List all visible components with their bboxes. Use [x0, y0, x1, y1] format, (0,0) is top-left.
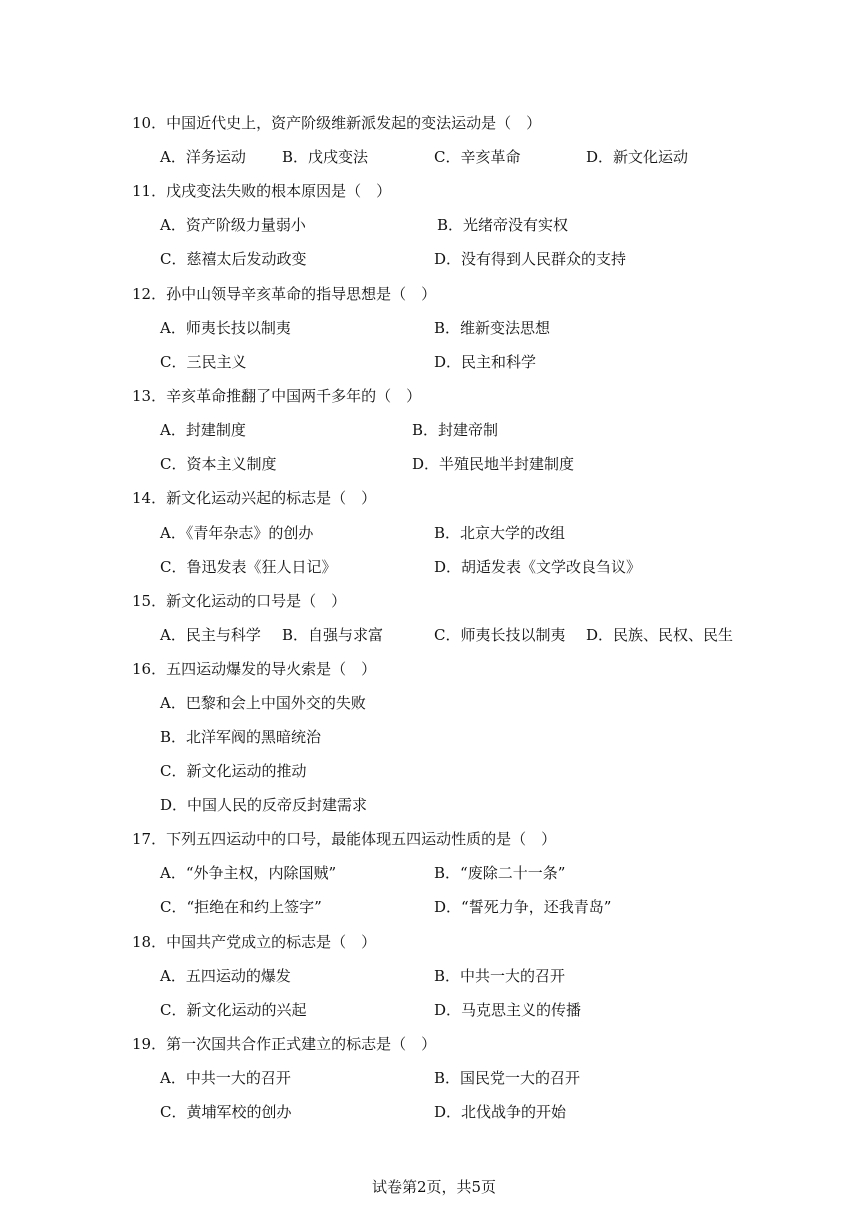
question-12-option-d: D．民主和科学 — [434, 353, 537, 371]
question-18-option-b: B．中共一大的召开 — [434, 967, 566, 985]
question-19-option-c: C．黄埔军校的创办 — [160, 1103, 292, 1121]
question-11-option-d: D．没有得到人民群众的支持 — [434, 250, 627, 268]
question-17-option-b: B．“废除二十一条” — [434, 864, 566, 882]
question-14-option-b: B．北京大学的改组 — [434, 524, 566, 542]
question-13-option-a: A．封建制度 — [160, 421, 246, 439]
question-11-option-b: B．光绪帝没有实权 — [437, 216, 569, 234]
question-12-option-b: B．维新变法思想 — [434, 319, 551, 337]
question-16-option-c: C．新文化运动的推动 — [160, 762, 307, 780]
question-17-stem: 17．下列五四运动中的口号，最能体现五四运动性质的是（ ） — [132, 830, 557, 848]
question-12-stem: 12．孙中山领导辛亥革命的指导思想是（ ） — [132, 285, 437, 303]
question-12-option-a: A．师夷长技以制夷 — [160, 319, 291, 337]
question-17-option-d: D．“誓死力争，还我青岛” — [434, 898, 612, 916]
question-19-stem: 19．第一次国共合作正式建立的标志是（ ） — [132, 1035, 437, 1053]
question-14-option-c: C．鲁迅发表《狂人日记》 — [160, 558, 337, 576]
question-15-option-d: D．民族、民权、民生 — [586, 626, 734, 644]
question-14-stem: 14．新文化运动兴起的标志是（ ） — [132, 489, 377, 507]
question-15-option-b: B．自强与求富 — [282, 626, 384, 644]
question-18-stem: 18．中国共产党成立的标志是（ ） — [132, 933, 377, 951]
question-13-option-b: B．封建帝制 — [412, 421, 499, 439]
question-12-option-c: C．三民主义 — [160, 353, 247, 371]
question-15-stem: 15．新文化运动的口号是（ ） — [132, 592, 347, 610]
question-18-option-a: A．五四运动的爆发 — [160, 967, 291, 985]
page-footer-label: 试卷第2页，共5页 — [371, 1178, 497, 1196]
question-13-stem: 13．辛亥革命推翻了中国两千多年的（ ） — [132, 387, 422, 405]
question-10-stem: 10．中国近代史上，资产阶级维新派发起的变法运动是（ ） — [132, 114, 542, 132]
question-16-option-b: B．北洋军阀的黑暗统治 — [160, 728, 322, 746]
question-11-option-a: A．资产阶级力量弱小 — [160, 216, 306, 234]
question-11-option-c: C．慈禧太后发动政变 — [160, 250, 307, 268]
question-16-stem: 16．五四运动爆发的导火索是（ ） — [132, 660, 377, 678]
question-14-option-d: D．胡适发表《文学改良刍议》 — [434, 558, 642, 576]
question-15-option-a: A．民主与科学 — [160, 626, 261, 644]
question-17-option-c: C．“拒绝在和约上签字” — [160, 898, 322, 916]
question-11-stem: 11．戊戌变法失败的根本原因是（ ） — [132, 182, 392, 200]
question-17-option-a: A．“外争主权，内除国贼” — [160, 864, 337, 882]
question-16-option-d: D．中国人民的反帝反封建需求 — [160, 796, 368, 814]
question-18-option-c: C．新文化运动的兴起 — [160, 1001, 307, 1019]
question-13-option-d: D．半殖民地半封建制度 — [412, 455, 575, 473]
question-15-option-c: C．师夷长技以制夷 — [434, 626, 566, 644]
question-10-option-b: B．戊戌变法 — [282, 148, 369, 166]
question-18-option-d: D．马克思主义的传播 — [434, 1001, 582, 1019]
question-19-option-b: B．国民党一大的召开 — [434, 1069, 581, 1087]
question-19-option-d: D．北伐战争的开始 — [434, 1103, 567, 1121]
question-14-option-a: A．《青年杂志》的创办 — [160, 524, 314, 542]
question-19-option-a: A．中共一大的召开 — [160, 1069, 291, 1087]
question-10-option-a: A．洋务运动 — [160, 148, 246, 166]
question-10-option-c: C．辛亥革命 — [434, 148, 521, 166]
question-10-option-d: D．新文化运动 — [586, 148, 689, 166]
question-16-option-a: A．巴黎和会上中国外交的失败 — [160, 694, 366, 712]
question-13-option-c: C．资本主义制度 — [160, 455, 277, 473]
